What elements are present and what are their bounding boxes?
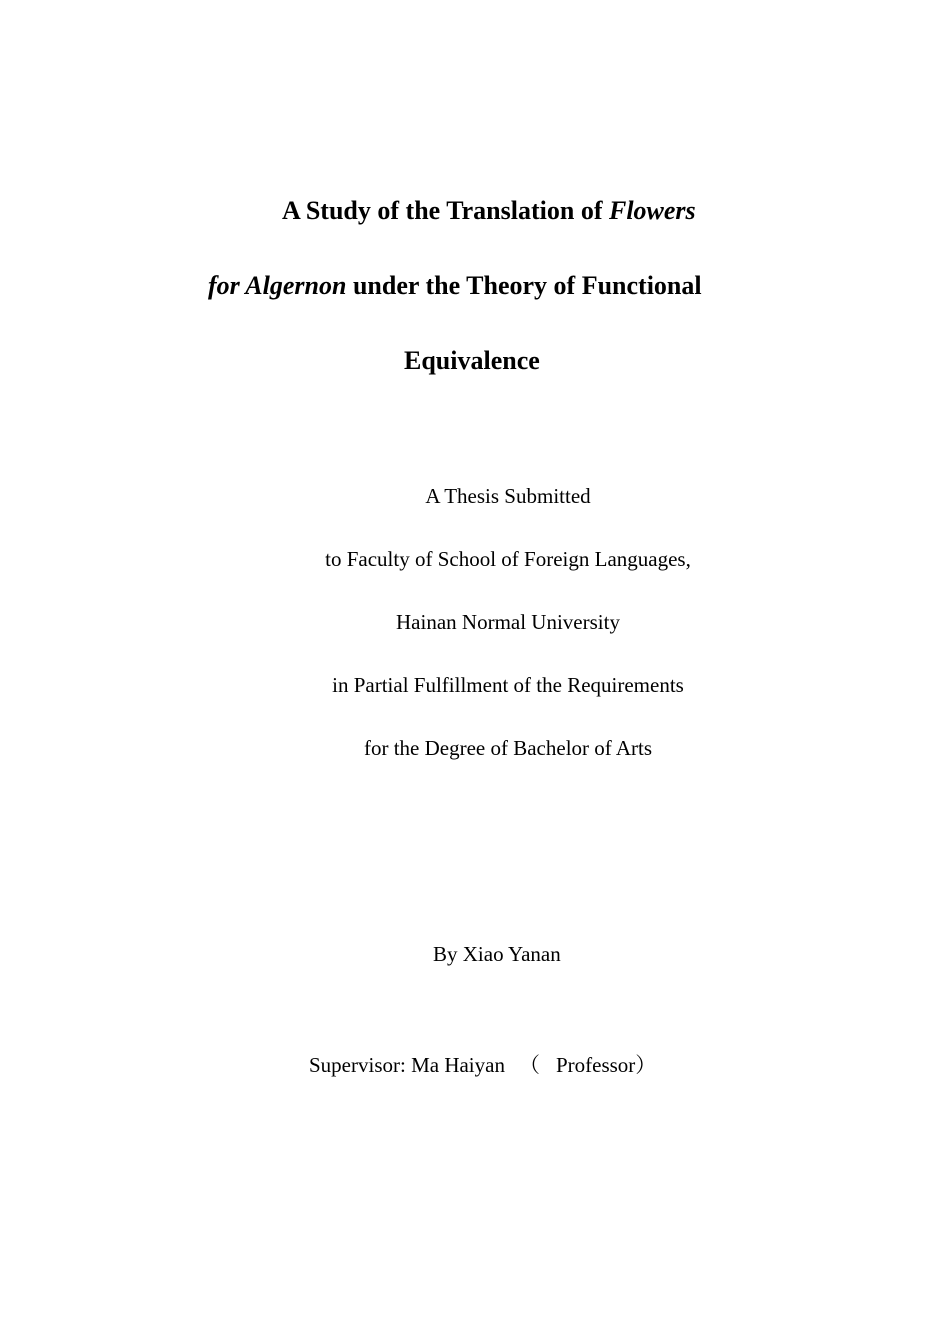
supervisor-line bbox=[309, 1052, 656, 1078]
title-italic-algernon: for Algernon bbox=[208, 271, 347, 300]
submission-line-1: A Thesis Submitted bbox=[425, 484, 591, 508]
title-line-1-text: A Study of the Translation of bbox=[282, 196, 609, 225]
author-line: By Xiao Yanan bbox=[433, 942, 561, 966]
title-line-3-text: Equivalence bbox=[404, 346, 540, 375]
supervisor-rank: Professor bbox=[555, 1053, 636, 1077]
title-line-1 bbox=[282, 196, 696, 226]
title-line-2 bbox=[208, 271, 702, 301]
supervisor-open-paren: （ bbox=[518, 1053, 540, 1077]
title-line-2-text: under the Theory of Functional bbox=[346, 271, 702, 300]
title-italic-flowers: Flowers bbox=[608, 196, 696, 225]
supervisor-close-paren: ） bbox=[635, 1053, 657, 1077]
submission-line-2: to Faculty of School of Foreign Languages, bbox=[325, 547, 691, 571]
submission-line-5: for the Degree of Bachelor of Arts bbox=[363, 736, 653, 760]
supervisor-name: Supervisor: Ma Haiyan bbox=[309, 1053, 505, 1077]
title-line-3 bbox=[404, 346, 540, 376]
submission-line-3: Hainan Normal University bbox=[396, 610, 620, 634]
submission-line-4: in Partial Fulfillment of the Requirements bbox=[332, 673, 684, 697]
